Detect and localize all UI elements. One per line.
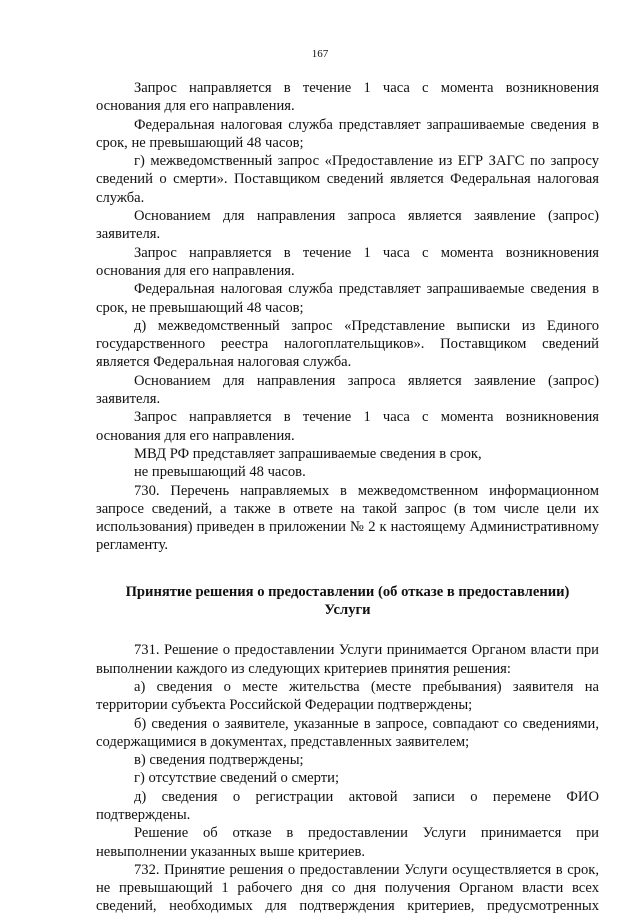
page-number: 167 — [311, 48, 329, 60]
paragraph: Решение об отказе в предоставлении Услуги принимается при невыполнении указанных выше критериев. — [96, 825, 599, 860]
paragraph: Основанием для направления запроса является заявление (запрос) заявителя. — [96, 372, 599, 408]
paragraph: г) отсутствие сведений о смерти; — [134, 770, 340, 787]
paragraph: 732. Принятие решения о предоставлении Услуги осуществляется в срок, не превышающий 1 рабочего дня со дня получения Органом власти всех сведений, необходимых для подтверждения критериев, предусмотренных — [96, 861, 599, 915]
spacer — [96, 619, 599, 641]
paragraph: Запрос направляется в течение 1 часа с момента возникновения основания для его направления. — [96, 244, 599, 279]
paragraph: г) межведомственный запрос «Предоставление из ЕГР ЗАГС по запросу сведений о смерти». Поставщиком сведений является Федеральная налоговая служба. — [96, 153, 599, 206]
section-heading-line: Принятие решения о предоставлении (об отказе в предоставлении) — [125, 583, 570, 600]
paragraph: Запрос направляется в течение 1 часа с момента возникновения основания для его направления. — [96, 80, 599, 115]
paragraph: д) сведения о регистрации актовой записи о перемене ФИО подтверждены. — [96, 788, 599, 823]
paragraph: Федеральная налоговая служба представляет запрашиваемые сведения в срок, не превышающий 48 часов; — [96, 281, 599, 316]
paragraph: в) сведения подтверждены; — [134, 752, 304, 769]
paragraph: Федеральная налоговая служба представляет запрашиваемые сведения в срок, не превышающий 48 часов; — [96, 116, 599, 151]
paragraph: 731. Решение о предоставлении Услуги принимается Органом власти при выполнении каждого из следующих критериев принятия решения: — [96, 642, 599, 677]
paragraph: Основанием для направления запроса является заявление (запрос) заявителя. — [96, 208, 599, 243]
paragraph: МВД РФ представляет запрашиваемые сведения в срок, — [134, 445, 482, 462]
paragraph: а) сведения о месте жительства (месте пребывания) заявителя на территории субъекта Российской Федерации подтверждены; — [96, 678, 599, 714]
paragraph: б) сведения о заявителе, указанные в запросе, совпадают со сведениями, содержащимися в документах, представленных заявителем; — [96, 715, 599, 750]
paragraph: 730. Перечень направляемых в межведомственном информационном запросе сведений, а также в ответе на такой запрос (в том числе цели их использования) приведен в приложении № 2 к настоящему Административному регламенту. — [96, 482, 599, 554]
section-heading-line: Услуги — [324, 602, 371, 619]
document-body — [96, 79, 599, 916]
paragraph: Запрос направляется в течение 1 часа с момента возникновения основания для его направления. — [96, 409, 599, 444]
section-heading — [96, 583, 599, 620]
paragraph: не превышающий 48 часов. — [134, 464, 306, 481]
paragraph: д) межведомственный запрос «Представление выписки из Единого государственного реестра налогоплательщиков». Поставщиком сведений является Федеральная налоговая служба. — [96, 317, 599, 371]
